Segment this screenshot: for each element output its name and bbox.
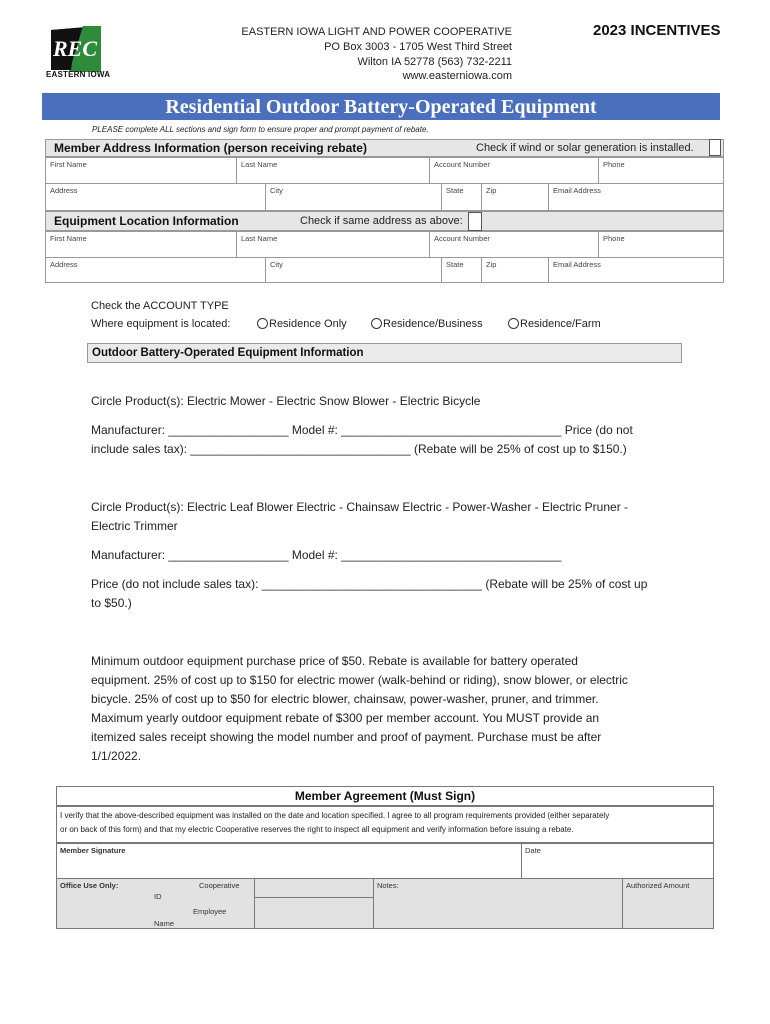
cooperative-label: Cooperative <box>199 881 240 890</box>
member-phone[interactable]: Phone <box>598 157 724 184</box>
group2-line3: to $50.) <box>91 596 132 610</box>
option-residence-only[interactable] <box>257 318 347 330</box>
option-label: Residence/Farm <box>520 318 601 330</box>
incentives-year: 2023 INCENTIVES <box>593 22 721 39</box>
agreement-title: Member Agreement (Must Sign) <box>56 786 714 806</box>
location-account-number[interactable]: Account Number <box>429 231 599 258</box>
location-first-name[interactable]: First Name <box>45 231 237 258</box>
agreement-line: I verify that the above-described equipment was installed on the date and location specified. I agree to all program requirements provided (either separately <box>60 811 610 820</box>
member-city[interactable]: City <box>265 183 442 211</box>
group1-products: Circle Product(s): Electric Mower - Electric Snow Blower - Electric Bicycle <box>91 394 481 408</box>
radio-icon <box>508 318 519 329</box>
same-address-checkbox[interactable] <box>468 212 482 231</box>
coop-city-phone: Wilton IA 52778 (563) 732-2211 <box>357 56 512 68</box>
agreement-text <box>56 806 714 843</box>
location-address[interactable]: Address <box>45 257 266 283</box>
same-address-label: Check if same address as above: <box>300 215 463 227</box>
employee-name-field[interactable] <box>254 897 374 929</box>
member-account-number[interactable]: Account Number <box>429 157 599 184</box>
group2-line2: Price (do not include sales tax): _________________________________ (Rebate will be 25% of cost up <box>91 577 648 591</box>
location-zip[interactable]: Zip <box>481 257 549 283</box>
member-signature-field[interactable]: Member Signature <box>56 843 522 879</box>
group1-line1: Manufacturer: __________________ Model #: _________________________________ Price (do not <box>91 423 633 437</box>
coop-id-field[interactable] <box>254 878 374 898</box>
location-last-name[interactable]: Last Name <box>236 231 430 258</box>
option-residence-business[interactable] <box>371 318 483 330</box>
office-use-label: Office Use Only: <box>60 881 119 890</box>
location-state[interactable]: State <box>441 257 482 283</box>
group2-products-line2: Electric Trimmer <box>91 519 178 533</box>
member-first-name[interactable]: First Name <box>45 157 237 184</box>
member-email[interactable]: Email Address <box>548 183 724 211</box>
location-email[interactable]: Email Address <box>548 257 724 283</box>
solar-checkbox[interactable] <box>709 139 721 156</box>
form-title: Residential Outdoor Battery-Operated Equipment <box>42 93 720 120</box>
office-use-box <box>56 878 255 929</box>
member-address[interactable]: Address <box>45 183 266 211</box>
notes-field[interactable]: Notes: <box>373 878 623 929</box>
member-heading: Member Address Information (person receiving rebate) <box>54 141 367 155</box>
equipment-heading: Outdoor Battery-Operated Equipment Information <box>87 343 682 363</box>
option-label: Residence/Business <box>383 318 483 330</box>
radio-icon <box>257 318 268 329</box>
location-phone[interactable]: Phone <box>598 231 724 258</box>
terms-line: itemized sales receipt showing the model number and proof of payment. Purchase must be after <box>91 730 602 744</box>
terms-line: 1/1/2022. <box>91 749 142 763</box>
member-zip[interactable]: Zip <box>481 183 549 211</box>
terms-line: bicycle. 25% of cost up to $50 for electric blower, chainsaw, power-washer, pruner, and trimmer. <box>91 692 599 706</box>
id-label: ID <box>154 892 162 901</box>
radio-icon <box>371 318 382 329</box>
authorized-amount-field[interactable]: Authorized Amount <box>622 878 714 929</box>
coop-name: EASTERN IOWA LIGHT AND POWER COOPERATIVE <box>241 26 512 38</box>
group2-line1: Manufacturer: __________________ Model #: _________________________________ <box>91 548 562 562</box>
location-heading: Equipment Location Information <box>54 214 239 228</box>
option-label: Residence Only <box>269 318 347 330</box>
member-state[interactable]: State <box>441 183 482 211</box>
account-type-label: Check the ACCOUNT TYPE <box>91 300 229 312</box>
member-last-name[interactable]: Last Name <box>236 157 430 184</box>
location-city[interactable]: City <box>265 257 442 283</box>
agreement-line: or on back of this form) and that my electric Cooperative reserves the right to inspect all equipment and verify information before issuing a rebate. <box>60 825 574 834</box>
option-residence-farm[interactable] <box>508 318 601 330</box>
terms-line: Minimum outdoor equipment purchase price of $50. Rebate is available for battery operated <box>91 654 578 668</box>
coop-address: PO Box 3003 - 1705 West Third Street <box>324 41 512 53</box>
date-field[interactable]: Date <box>521 843 714 879</box>
employee-label: Employee <box>193 907 227 916</box>
equipment-location-label: Where equipment is located: <box>91 318 231 330</box>
group2-products-line1: Circle Product(s): Electric Leaf Blower Electric - Chainsaw Electric - Power-Washer - Electric Pruner - <box>91 500 629 514</box>
logo-text: REC <box>53 36 98 61</box>
logo-label: EASTERN IOWA <box>46 70 111 79</box>
terms-line: equipment. 25% of cost up to $150 for electric mower (walk-behind or riding), snow blower, or electric <box>91 673 628 687</box>
coop-website: www.easterniowa.com <box>402 70 512 82</box>
name-label: Name <box>154 919 175 928</box>
terms-line: Maximum yearly outdoor equipment rebate of $300 per member account. You MUST provide an <box>91 711 600 725</box>
group1-line2: include sales tax): _________________________________ (Rebate will be 25% of cost up to $150.) <box>91 442 627 456</box>
solar-check-label: Check if wind or solar generation is installed. <box>476 142 694 154</box>
instruction-note: PLEASE complete ALL sections and sign form to ensure proper and prompt payment of rebate. <box>92 125 429 134</box>
